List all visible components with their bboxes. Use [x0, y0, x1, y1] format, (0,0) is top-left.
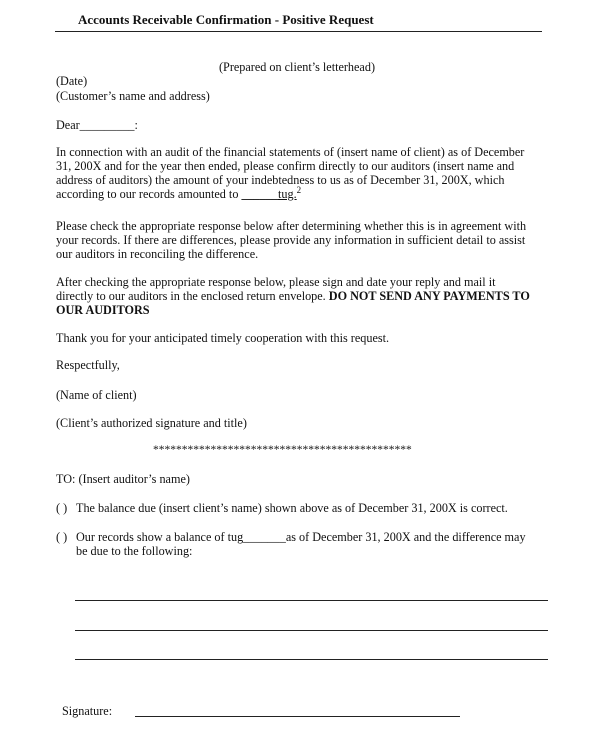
paragraph-1-line-2: 31, 200X and for the year then ended, please confirm directly to our auditors (insert name and: [56, 159, 515, 173]
signature-title-placeholder: (Client’s authorized signature and title): [56, 416, 247, 430]
option-2-line-1: Our records show a balance of tug_______as of December 31, 200X and the difference may: [76, 530, 526, 544]
paragraph-2-line-2: your records. If there are differences, please provide any information in sufficient detail to assist: [56, 233, 526, 247]
to-line: TO: (Insert auditor’s name): [56, 472, 190, 486]
paragraph-1-line-3: address of auditors) the amount of your indebtedness to us as of December 31, 200X, which: [56, 173, 505, 187]
paragraph-2-line-1: Please check the appropriate response below after determining whether this is in agreement with: [56, 219, 527, 233]
difference-explanation-line-1[interactable]: [75, 600, 548, 601]
closing: Respectfully,: [56, 358, 120, 372]
instruction-text: directly to our auditors in the enclosed return envelope.: [56, 289, 329, 303]
amount-prefix: according to our records amounted to: [56, 187, 242, 201]
title-underline: [55, 31, 542, 32]
option-1-checkbox[interactable]: ( ): [56, 501, 68, 515]
option-1-text: The balance due (insert client’s name) shown above as of December 31, 200X is correct.: [76, 501, 508, 515]
amount-blank: ______: [241, 187, 279, 201]
option-2-line-2: be due to the following:: [76, 544, 193, 558]
paragraph-3-line-1: After checking the appropriate response below, please sign and date your reply and mail it: [56, 275, 496, 289]
paragraph-1-line-4: [56, 186, 301, 202]
customer-placeholder: (Customer’s name and address): [56, 89, 210, 103]
salutation: Dear_________:: [56, 118, 138, 132]
section-separator: *********************************************: [153, 444, 412, 456]
payment-warning: DO NOT SEND ANY PAYMENTS TO: [328, 289, 530, 303]
difference-explanation-line-3[interactable]: [75, 659, 548, 660]
option-2-checkbox[interactable]: ( ): [56, 530, 68, 544]
signature-label: Signature:: [62, 704, 113, 718]
signature-line[interactable]: [135, 716, 460, 717]
thank-you-line: Thank you for your anticipated timely cooperation with this request.: [56, 331, 390, 345]
client-name-placeholder: (Name of client): [56, 388, 137, 402]
document-title: Accounts Receivable Confirmation - Positive Request: [78, 12, 374, 27]
letterhead-note: (Prepared on client’s letterhead): [219, 60, 375, 74]
payment-warning-continued: OUR AUDITORS: [56, 303, 150, 317]
paragraph-2-line-3: our auditors in reconciling the difference.: [56, 247, 259, 261]
amount-unit: tug.: [278, 187, 297, 201]
footnote-marker: 2: [296, 184, 302, 195]
date-placeholder: (Date): [56, 74, 88, 88]
paragraph-1-line-1: In connection with an audit of the financial statements of (insert name of client) as of December: [56, 145, 525, 159]
difference-explanation-line-2[interactable]: [75, 630, 548, 631]
